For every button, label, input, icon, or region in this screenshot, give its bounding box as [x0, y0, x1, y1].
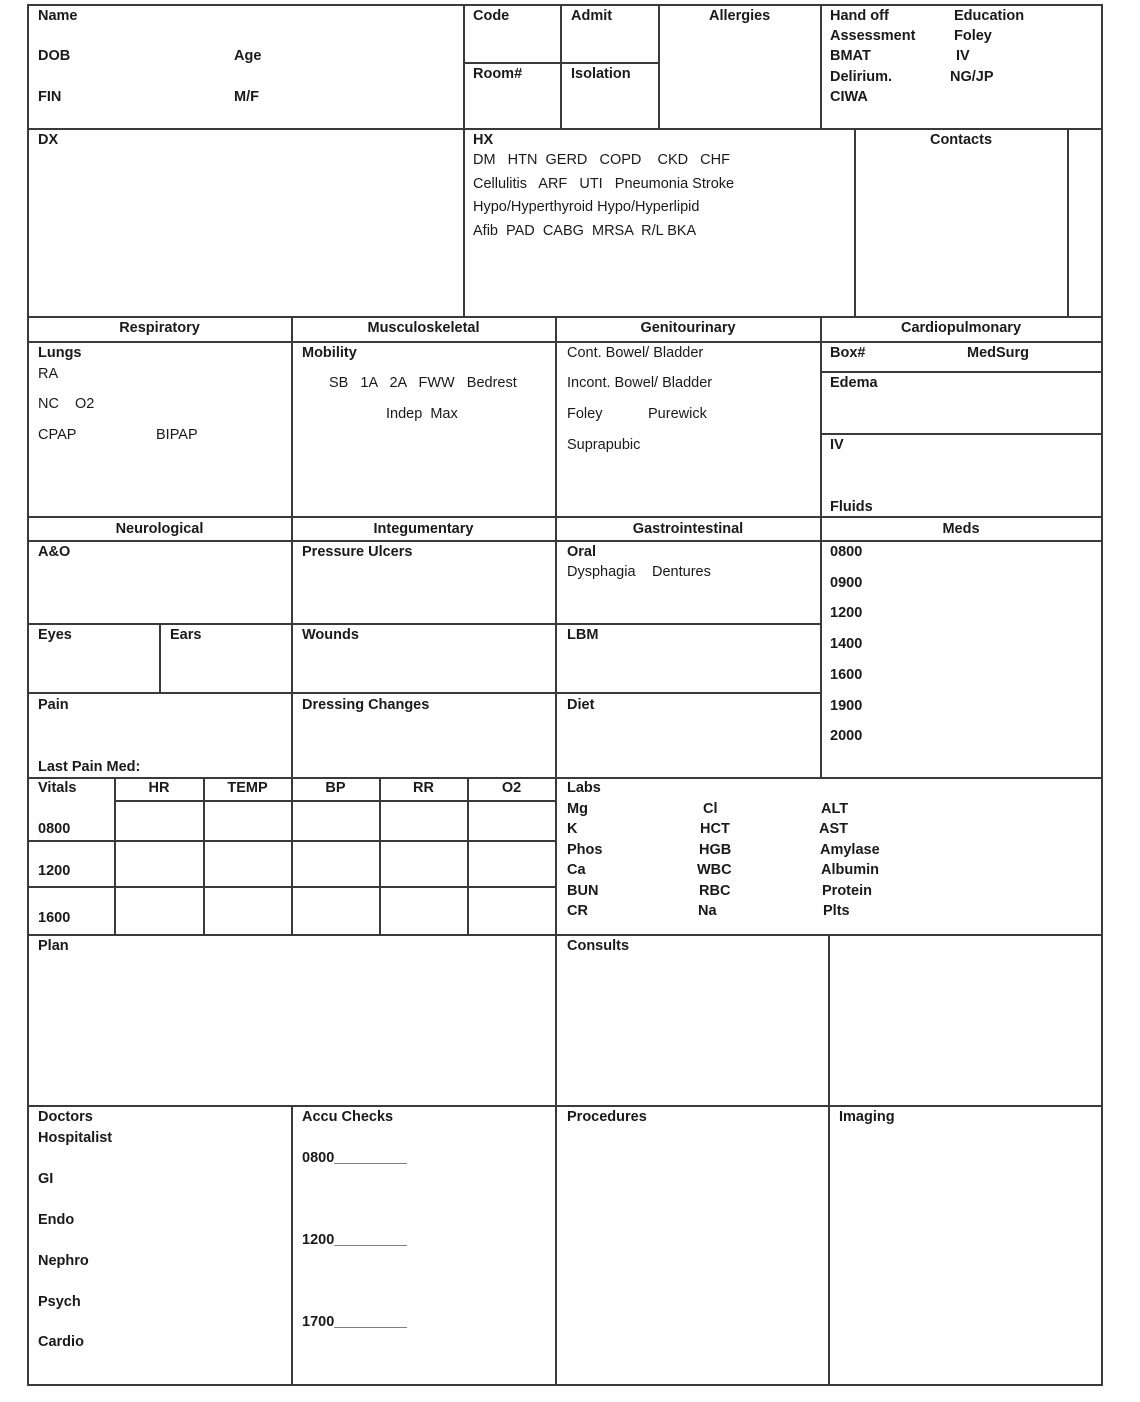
- section-integumentary: Integumentary: [373, 521, 474, 537]
- border-right: [1101, 4, 1103, 1385]
- lab-item: Amylase: [820, 842, 880, 858]
- box-label: Box#: [830, 345, 866, 361]
- handoff-item: CIWA: [830, 89, 868, 105]
- accu-entry: 1700_________: [302, 1314, 407, 1330]
- doctor-item: Cardio: [38, 1334, 84, 1350]
- sex-label: M/F: [234, 89, 259, 105]
- cpap-label: CPAP: [38, 427, 77, 443]
- vitals-time: 1200: [38, 863, 71, 879]
- vitals-label: Vitals: [38, 780, 77, 796]
- vitals-time: 0800: [38, 821, 71, 837]
- hx-line: Cellulitis ARF UTI Pneumonia Stroke: [473, 176, 735, 192]
- mobility-options: Indep Max: [386, 406, 458, 422]
- section-gastrointestinal: Gastrointestinal: [632, 521, 744, 537]
- oral-label: Oral: [567, 544, 597, 560]
- mobility-label: Mobility: [302, 345, 357, 361]
- divider: [27, 341, 1103, 343]
- vitals-col-header: TEMP: [227, 780, 268, 796]
- dx-label: DX: [38, 132, 59, 148]
- lab-item: Mg: [567, 801, 588, 817]
- lab-item: Ca: [567, 862, 586, 878]
- border-top: [27, 4, 1103, 6]
- handoff-item: Delirium.: [830, 69, 893, 85]
- code-label: Code: [473, 8, 510, 24]
- divider: [463, 62, 660, 64]
- divider: [159, 623, 161, 693]
- divider: [27, 934, 1103, 936]
- handoff-item: Assessment: [830, 28, 916, 44]
- medsurg-label: MedSurg: [967, 345, 1030, 361]
- divider: [555, 316, 557, 777]
- gu-suprapubic: Suprapubic: [567, 437, 641, 453]
- age-label: Age: [234, 48, 262, 64]
- divider: [820, 4, 822, 128]
- divider: [1067, 128, 1069, 316]
- vitals-col-header: HR: [148, 780, 170, 796]
- name-label: Name: [38, 8, 78, 24]
- divider: [463, 4, 465, 316]
- section-cardiopulmonary: Cardiopulmonary: [900, 320, 1022, 336]
- gu-foley: Foley: [567, 406, 603, 422]
- hx-label: HX: [473, 132, 494, 148]
- dentures-label: Dentures: [652, 564, 711, 580]
- ao-label: A&O: [38, 544, 71, 560]
- med-time: 0900: [830, 575, 863, 591]
- lab-item: CR: [567, 903, 588, 919]
- border-left: [27, 4, 29, 1385]
- med-time: 0800: [830, 544, 863, 560]
- last-pain-med-label: Last Pain Med:: [38, 759, 141, 775]
- doctor-item: GI: [38, 1171, 54, 1187]
- divider: [820, 316, 822, 777]
- section-respiratory: Respiratory: [119, 320, 200, 336]
- lab-item: Protein: [822, 883, 872, 899]
- doctor-item: Nephro: [38, 1253, 89, 1269]
- edema-label: Edema: [830, 375, 878, 391]
- lab-item: Plts: [823, 903, 850, 919]
- nc-label: NC: [38, 396, 59, 412]
- pain-label: Pain: [38, 697, 69, 713]
- section-meds: Meds: [942, 521, 980, 537]
- lab-item: K: [567, 821, 578, 837]
- o2-label: O2: [75, 396, 95, 412]
- divider: [828, 934, 830, 1384]
- dob-label: DOB: [38, 48, 71, 64]
- ears-label: Ears: [170, 627, 202, 643]
- divider: [820, 371, 1103, 373]
- bipap-label: BIPAP: [156, 427, 198, 443]
- dressing-changes-label: Dressing Changes: [302, 697, 430, 713]
- divider: [27, 840, 556, 842]
- med-time: 1400: [830, 636, 863, 652]
- med-time: 1900: [830, 698, 863, 714]
- vitals-col-header: O2: [501, 780, 522, 796]
- divider: [27, 777, 1103, 779]
- divider: [27, 128, 1103, 130]
- mobility-options: SB 1A 2A FWW Bedrest: [329, 375, 517, 391]
- vitals-col-header: BP: [325, 780, 346, 796]
- doctor-item: Psych: [38, 1294, 81, 1310]
- ra-label: RA: [38, 366, 59, 382]
- divider: [291, 1105, 293, 1385]
- accu-entry: 1200_________: [302, 1232, 407, 1248]
- med-time: 1200: [830, 605, 863, 621]
- education-item: Foley: [954, 28, 992, 44]
- border-bottom: [27, 1384, 1103, 1386]
- admit-label: Admit: [571, 8, 613, 24]
- lab-item: Na: [698, 903, 717, 919]
- accu-entry: 0800_________: [302, 1150, 407, 1166]
- fin-label: FIN: [38, 89, 62, 105]
- lab-item: WBC: [697, 862, 732, 878]
- divider: [27, 692, 821, 694]
- divider: [555, 777, 557, 1384]
- iv-label: IV: [830, 437, 844, 453]
- divider: [658, 4, 660, 128]
- plan-label: Plan: [38, 938, 69, 954]
- divider: [27, 316, 1103, 318]
- doctor-item: Endo: [38, 1212, 75, 1228]
- handoff-item: Hand off: [830, 8, 889, 24]
- hx-line: Afib PAD CABG MRSA R/L BKA: [473, 223, 697, 239]
- section-musculoskeletal: Musculoskeletal: [367, 320, 480, 336]
- divider: [820, 433, 1103, 435]
- procedures-label: Procedures: [567, 1109, 647, 1125]
- divider: [291, 316, 293, 777]
- accu-checks-label: Accu Checks: [302, 1109, 394, 1125]
- lab-item: AST: [819, 821, 848, 837]
- eyes-label: Eyes: [38, 627, 72, 643]
- hx-line: Hypo/Hyperthyroid Hypo/Hyperlipid: [473, 199, 700, 215]
- lbm-label: LBM: [567, 627, 599, 643]
- lab-item: Cl: [703, 801, 718, 817]
- lab-item: Phos: [567, 842, 603, 858]
- med-time: 2000: [830, 728, 863, 744]
- section-genitourinary: Genitourinary: [640, 320, 736, 336]
- lab-item: Albumin: [821, 862, 879, 878]
- handoff-item: BMAT: [830, 48, 871, 64]
- allergies-label: Allergies: [709, 8, 771, 24]
- vitals-time: 1600: [38, 910, 71, 926]
- labs-label: Labs: [567, 780, 601, 796]
- lab-item: ALT: [821, 801, 849, 817]
- contacts-label: Contacts: [929, 132, 993, 148]
- divider: [27, 516, 1103, 518]
- divider: [854, 128, 856, 316]
- divider: [27, 540, 1103, 542]
- wounds-label: Wounds: [302, 627, 359, 643]
- gu-incontinent: Incont. Bowel/ Bladder: [567, 375, 713, 391]
- gu-continent: Cont. Bowel/ Bladder: [567, 345, 704, 361]
- education-item: IV: [956, 48, 970, 64]
- med-time: 1600: [830, 667, 863, 683]
- imaging-label: Imaging: [839, 1109, 895, 1125]
- lungs-label: Lungs: [38, 345, 82, 361]
- gu-purewick: Purewick: [648, 406, 707, 422]
- pressure-ulcers-label: Pressure Ulcers: [302, 544, 413, 560]
- section-neurological: Neurological: [115, 521, 204, 537]
- lab-item: HGB: [699, 842, 732, 858]
- fluids-label: Fluids: [830, 499, 873, 515]
- isolation-label: Isolation: [571, 66, 631, 82]
- dysphagia-label: Dysphagia: [567, 564, 636, 580]
- doctors-label: Doctors: [38, 1109, 93, 1125]
- lab-item: HCT: [700, 821, 730, 837]
- divider: [27, 886, 556, 888]
- doctor-item: Hospitalist: [38, 1130, 113, 1146]
- divider: [114, 800, 556, 802]
- divider: [560, 4, 562, 128]
- diet-label: Diet: [567, 697, 595, 713]
- divider: [27, 623, 821, 625]
- lab-item: RBC: [699, 883, 731, 899]
- room-label: Room#: [473, 66, 523, 82]
- consults-label: Consults: [567, 938, 630, 954]
- divider: [27, 1105, 1103, 1107]
- education-item: Education: [954, 8, 1025, 24]
- education-item: NG/JP: [950, 69, 994, 85]
- vitals-col-header: RR: [413, 780, 434, 796]
- hx-line: DM HTN GERD COPD CKD CHF: [473, 152, 730, 168]
- lab-item: BUN: [567, 883, 599, 899]
